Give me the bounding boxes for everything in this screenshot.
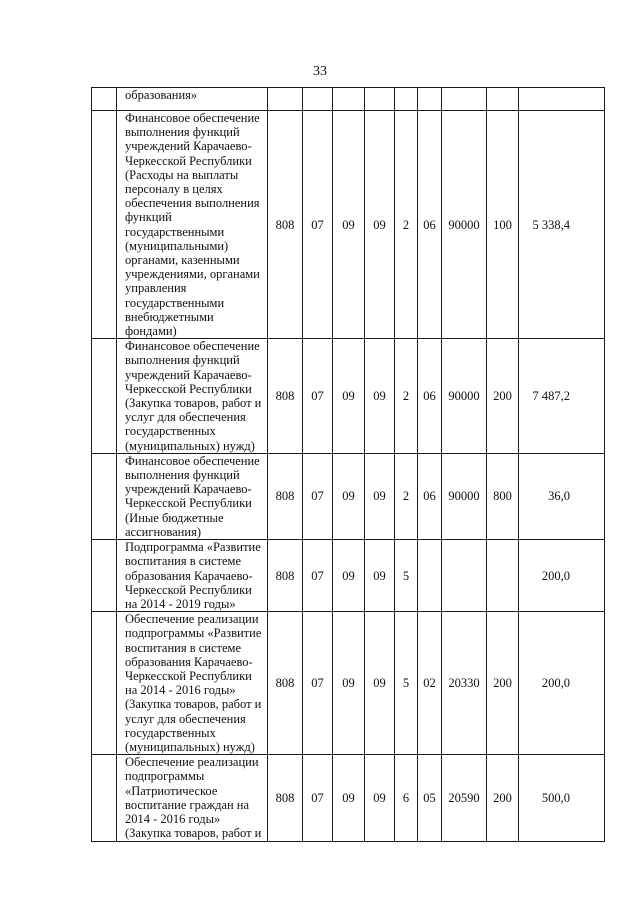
code-cell xyxy=(487,540,519,612)
code-cell: 09 xyxy=(365,111,395,339)
code-cell: 808 xyxy=(268,755,303,842)
code-cell: 2 xyxy=(395,339,418,454)
table-row xyxy=(92,540,605,612)
code-cell: 2 xyxy=(395,453,418,539)
code-cell: 09 xyxy=(365,453,395,539)
row-description: Финансовое обеспечение выполнения функций учреждений Карачаево-Черкесской Республики (Расходы на выплаты персоналу в целях обеспечения выполнения функций государственными (муниципальными) органами, казенными учреждениями, органами управления государственными внебюджетными фондами) xyxy=(117,111,268,339)
blank-cell xyxy=(92,755,117,842)
amount-cell: 200,0 xyxy=(519,540,605,612)
code-cell: 07 xyxy=(303,612,333,755)
code-cell: 09 xyxy=(365,339,395,454)
blank-cell xyxy=(92,453,117,539)
code-cell xyxy=(395,88,418,111)
code-cell xyxy=(418,88,442,111)
blank-cell xyxy=(92,612,117,755)
code-cell: 808 xyxy=(268,453,303,539)
row-description: Обеспечение реализации подпрограммы «Развитие воспитания в системе образования Карачаево-Черкесской Республики на 2014 - 2016 годы» (Закупка товаров, работ и услуг для обеспечения государственных (муниципальных) нужд) xyxy=(117,612,268,755)
table-body xyxy=(92,88,605,842)
code-cell xyxy=(487,88,519,111)
code-cell: 5 xyxy=(395,612,418,755)
amount-cell: 36,0 xyxy=(519,453,605,539)
code-cell: 09 xyxy=(333,453,365,539)
table-row xyxy=(92,755,605,842)
code-cell: 200 xyxy=(487,339,519,454)
table-row xyxy=(92,339,605,454)
blank-cell xyxy=(92,88,117,111)
row-description: Финансовое обеспечение выполнения функций учреждений Карачаево-Черкесской Республики (Иные бюджетные ассигнования) xyxy=(117,453,268,539)
code-cell: 5 xyxy=(395,540,418,612)
code-cell: 90000 xyxy=(442,111,487,339)
row-description: Подпрограмма «Развитие воспитания в системе образования Карачаево-Черкесской Республики на 2014 - 2019 годы» xyxy=(117,540,268,612)
amount-cell: 7 487,2 xyxy=(519,339,605,454)
page-number: 33 xyxy=(313,64,327,79)
code-cell xyxy=(418,540,442,612)
blank-cell xyxy=(92,540,117,612)
amount-cell: 500,0 xyxy=(519,755,605,842)
code-cell: 200 xyxy=(487,612,519,755)
code-cell: 800 xyxy=(487,453,519,539)
code-cell: 808 xyxy=(268,612,303,755)
code-cell: 06 xyxy=(418,111,442,339)
code-cell xyxy=(365,88,395,111)
row-description: Обеспечение реализации подпрограммы «Патриотическое воспитание граждан на 2014 - 2016 годы» (Закупка товаров, работ и xyxy=(117,755,268,842)
code-cell: 200 xyxy=(487,755,519,842)
row-description: образования» xyxy=(117,88,268,111)
code-cell: 808 xyxy=(268,339,303,454)
code-cell xyxy=(333,88,365,111)
code-cell: 07 xyxy=(303,755,333,842)
code-cell: 90000 xyxy=(442,453,487,539)
code-cell xyxy=(268,88,303,111)
code-cell: 06 xyxy=(418,339,442,454)
code-cell: 07 xyxy=(303,540,333,612)
blank-cell xyxy=(92,111,117,339)
code-cell: 09 xyxy=(333,755,365,842)
amount-cell: 5 338,4 xyxy=(519,111,605,339)
code-cell: 09 xyxy=(333,612,365,755)
code-cell xyxy=(442,88,487,111)
code-cell: 07 xyxy=(303,339,333,454)
code-cell: 09 xyxy=(333,339,365,454)
row-description: Финансовое обеспечение выполнения функций учреждений Карачаево-Черкесской Республики (Закупка товаров, работ и услуг для обеспечения государственных (муниципальных) нужд) xyxy=(117,339,268,454)
code-cell: 09 xyxy=(333,540,365,612)
code-cell: 09 xyxy=(365,755,395,842)
code-cell: 07 xyxy=(303,453,333,539)
code-cell: 6 xyxy=(395,755,418,842)
table-row xyxy=(92,612,605,755)
code-cell: 90000 xyxy=(442,339,487,454)
code-cell: 09 xyxy=(365,612,395,755)
table-row xyxy=(92,111,605,339)
code-cell: 06 xyxy=(418,453,442,539)
budget-table xyxy=(91,87,605,842)
code-cell: 20590 xyxy=(442,755,487,842)
code-cell: 2 xyxy=(395,111,418,339)
table-row xyxy=(92,453,605,539)
code-cell: 808 xyxy=(268,111,303,339)
code-cell: 02 xyxy=(418,612,442,755)
code-cell xyxy=(303,88,333,111)
code-cell: 05 xyxy=(418,755,442,842)
amount-cell: 200,0 xyxy=(519,612,605,755)
code-cell: 100 xyxy=(487,111,519,339)
blank-cell xyxy=(92,339,117,454)
amount-cell xyxy=(519,88,605,111)
code-cell xyxy=(442,540,487,612)
code-cell: 20330 xyxy=(442,612,487,755)
code-cell: 808 xyxy=(268,540,303,612)
code-cell: 07 xyxy=(303,111,333,339)
code-cell: 09 xyxy=(365,540,395,612)
code-cell: 09 xyxy=(333,111,365,339)
table-row xyxy=(92,88,605,111)
